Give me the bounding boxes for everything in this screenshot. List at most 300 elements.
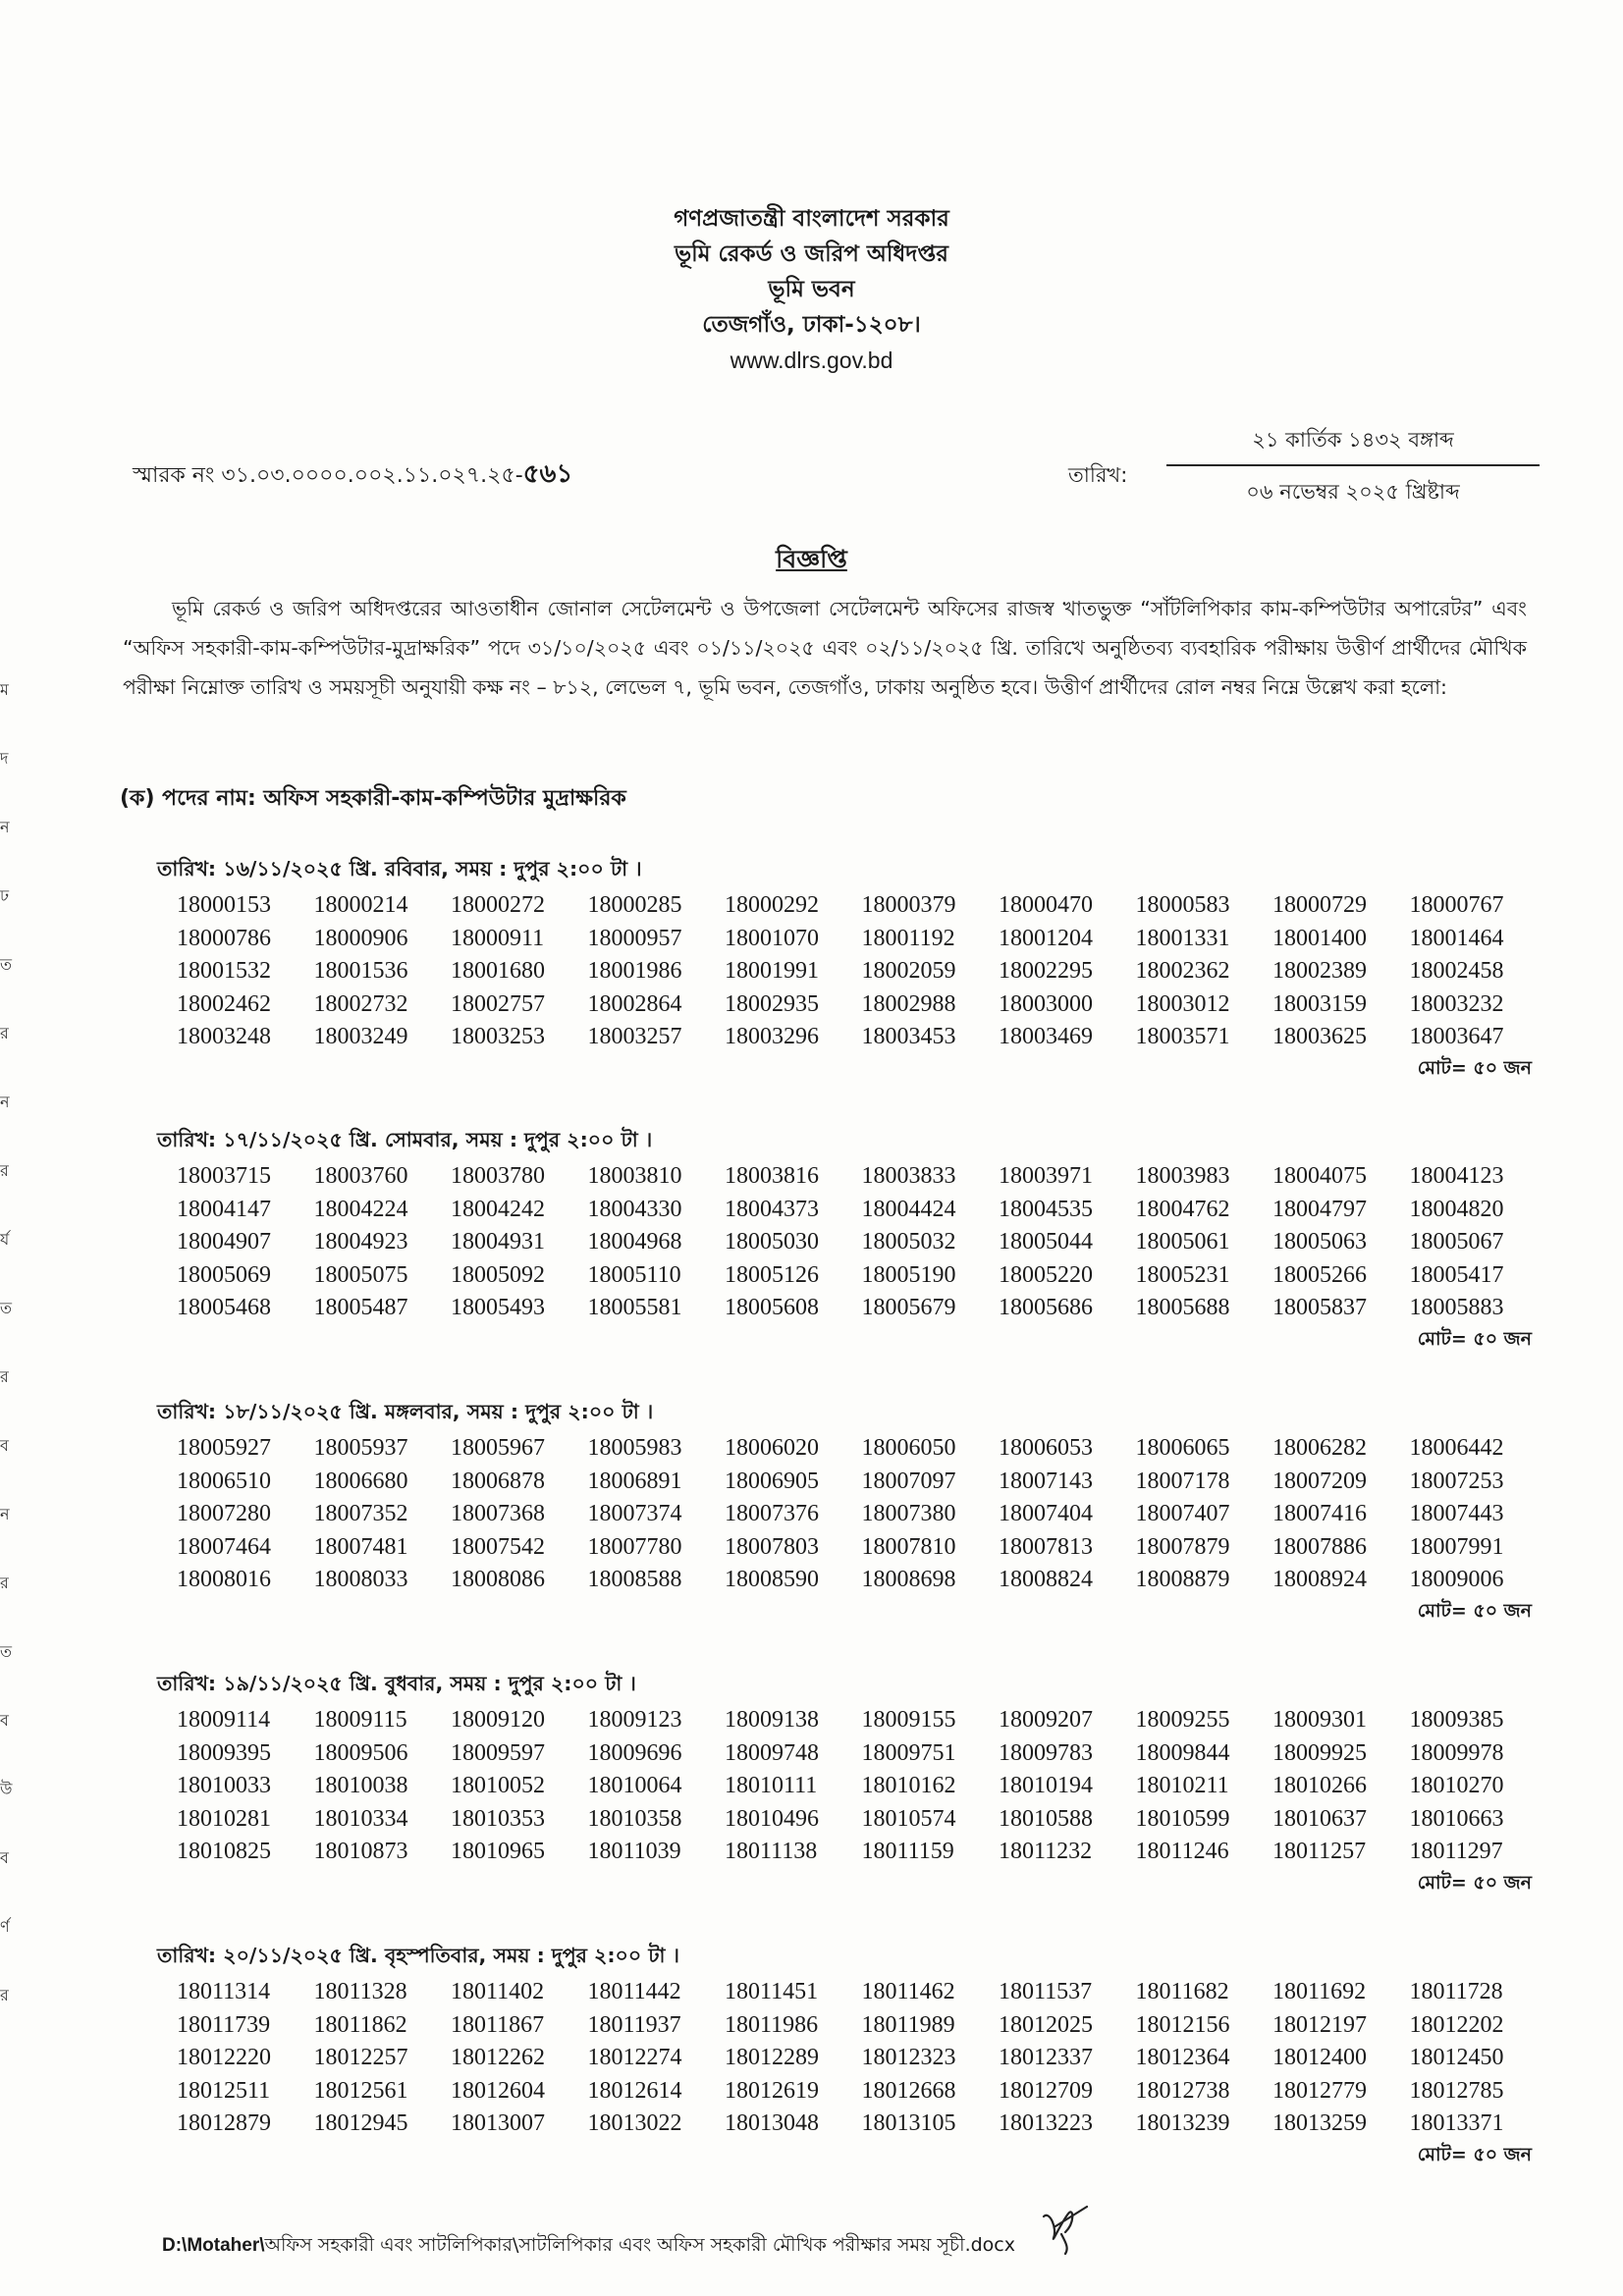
roll-number: 18011232 xyxy=(999,1839,1093,1864)
memo-number xyxy=(133,454,572,497)
roll-number: 18010637 xyxy=(1272,1805,1367,1832)
roll-number: 18010270 xyxy=(1409,1773,1504,1798)
roll-number: 18012709 xyxy=(999,2077,1093,2104)
date-bangla: ২১ কার্তিক ১৪৩২ বঙ্গাব্দ xyxy=(1166,424,1540,466)
roll-number: 18011451 xyxy=(725,1979,819,2004)
roll-number: 18004907 xyxy=(177,1229,271,1255)
schedule-section xyxy=(157,854,1532,1086)
roll-number: 18009696 xyxy=(587,1739,682,1766)
roll-number: 18005190 xyxy=(861,1261,956,1288)
roll-number: 18002462 xyxy=(177,990,271,1017)
roll-number: 18004242 xyxy=(451,1196,545,1222)
roll-number: 18010211 xyxy=(1135,1773,1229,1798)
roll-number: 18007886 xyxy=(1272,1533,1367,1560)
margin-mark: ব xyxy=(0,1436,9,1455)
roll-number: 18011159 xyxy=(861,1839,954,1864)
roll-number: 18005030 xyxy=(725,1229,819,1255)
roll-number: 18012779 xyxy=(1272,2077,1367,2104)
roll-number: 18009783 xyxy=(999,1739,1093,1766)
roll-number: 18003715 xyxy=(177,1163,271,1189)
roll-number: 18011246 xyxy=(1135,1839,1229,1864)
roll-number: 18012614 xyxy=(587,2077,682,2104)
roll-number: 18004224 xyxy=(313,1196,408,1222)
letterhead xyxy=(0,201,1623,378)
roll-number: 18007209 xyxy=(1272,1468,1367,1494)
notice-body: ভূমি রেকর্ড ও জরিপ অধিদপ্তরের আওতাধীন জোনাল সেটেলমেন্ট ও উপজেলা সেটেলমেন্ট অফিসের রাজস্ব খাতভুক্ত “সাঁটলিপিকার কাম-কম্পিউটার অপারেটর” এবং “অফিস সহকারী-কাম-কম্পিউটার-মুদ্রাক্ষরিক” পদে ৩১/১০/২০২৫ এবং ০১/১১/২০২৫ এবং ০২/১১/২০২৫ খ্রি. তারিখে অনুষ্ঠিতব্য ব্যবহারিক পরীক্ষায় উত্তীর্ণ প্রার্থীদের মৌখিক পরীক্ষা নিম্নোক্ত তারিখ ও সময়সূচী অনুযায়ী কক্ষ নং – ৮১২, লেভেল ৭, ভূমি ভবন, তেজগাঁও, ঢাকায় অনুষ্ঠিত হবে। উত্তীর্ণ প্রার্থীদের রোল নম্বর নিম্নে উল্লেখ করা হলো: xyxy=(123,597,1527,699)
roll-number: 18012785 xyxy=(1409,2077,1504,2104)
roll-number: 18011692 xyxy=(1272,1979,1367,2004)
roll-number: 18005061 xyxy=(1135,1229,1230,1255)
roll-number: 18003816 xyxy=(725,1163,819,1189)
roll-number: 18003253 xyxy=(451,1024,545,1049)
schedule-section xyxy=(157,1125,1532,1357)
roll-number: 18005487 xyxy=(313,1295,408,1320)
roll-number: 18006905 xyxy=(725,1468,819,1494)
roll-number: 18010334 xyxy=(313,1805,408,1832)
roll-number: 18011328 xyxy=(313,1979,407,2004)
roll-number: 18006282 xyxy=(1272,1435,1367,1461)
roll-number: 18009120 xyxy=(451,1707,545,1733)
roll-number: 18005063 xyxy=(1272,1229,1367,1255)
roll-number: 18011867 xyxy=(451,2011,545,2038)
roll-number: 18007097 xyxy=(861,1468,956,1494)
left-margin-bleed-text xyxy=(0,677,14,2052)
roll-number: 18007352 xyxy=(313,1501,408,1526)
roll-number: 18005937 xyxy=(313,1435,408,1461)
roll-number: 18005608 xyxy=(725,1295,819,1320)
roll-number: 18002389 xyxy=(1272,958,1367,984)
roll-number: 18002935 xyxy=(725,990,819,1017)
roll-number: 18009123 xyxy=(587,1707,682,1733)
roll-number-grid xyxy=(177,1704,1532,1869)
roll-number: 18012337 xyxy=(999,2045,1093,2070)
roll-number: 18010965 xyxy=(451,1839,545,1864)
roll-number: 18003780 xyxy=(451,1163,545,1189)
roll-number-grid xyxy=(177,1432,1532,1597)
roll-number: 18001331 xyxy=(1135,925,1230,951)
roll-number: 18003647 xyxy=(1409,1024,1504,1049)
roll-number: 18003971 xyxy=(999,1163,1093,1189)
roll-number: 18005927 xyxy=(177,1435,271,1461)
schedule-date-heading: তারিখ: ২০/১১/২০২৫ খ্রি. বৃহস্পতিবার, সময় : দুপুর ২:০০ টা । xyxy=(157,1944,679,1967)
roll-number: 18000285 xyxy=(587,892,682,918)
roll-number: 18009506 xyxy=(313,1739,408,1766)
roll-number: 18002458 xyxy=(1409,958,1504,984)
margin-mark: র xyxy=(0,1574,9,1592)
roll-number: 18012879 xyxy=(177,2110,271,2136)
roll-number: 18005075 xyxy=(313,1261,408,1288)
roll-number: 18007178 xyxy=(1135,1468,1230,1494)
roll-number: 18007991 xyxy=(1409,1533,1504,1560)
margin-mark: ন xyxy=(0,1505,10,1523)
roll-number: 18012604 xyxy=(451,2077,545,2104)
roll-number: 18013007 xyxy=(451,2110,545,2136)
roll-number: 18005688 xyxy=(1135,1295,1230,1320)
roll-number: 18006053 xyxy=(999,1435,1093,1461)
roll-number: 18012323 xyxy=(861,2045,956,2070)
schedule-date-heading: তারিখ: ১৭/১১/২০২৫ খ্রি. সোমবার, সময় : দুপুর ২:০০ টা । xyxy=(157,1128,653,1151)
roll-number: 18003248 xyxy=(177,1024,271,1049)
roll-number: 18005126 xyxy=(725,1261,819,1288)
roll-number: 18003159 xyxy=(1272,990,1367,1017)
roll-number: 18002732 xyxy=(313,990,408,1017)
roll-number: 18005110 xyxy=(587,1261,681,1288)
margin-mark: র xyxy=(0,1986,9,2004)
roll-number: 18000729 xyxy=(1272,892,1367,918)
roll-number: 18009006 xyxy=(1409,1567,1504,1592)
roll-number: 18007464 xyxy=(177,1533,271,1560)
roll-number: 18011138 xyxy=(725,1839,818,1864)
roll-number: 18010111 xyxy=(725,1773,818,1798)
roll-number: 18007879 xyxy=(1135,1533,1230,1560)
roll-number: 18012400 xyxy=(1272,2045,1367,2070)
roll-number: 18012945 xyxy=(313,2110,408,2136)
roll-number: 18010588 xyxy=(999,1805,1093,1832)
roll-number: 18004330 xyxy=(587,1196,682,1222)
roll-number: 18008590 xyxy=(725,1567,819,1592)
margin-mark: ত xyxy=(0,1642,13,1661)
roll-number: 18005266 xyxy=(1272,1261,1367,1288)
roll-number: 18004968 xyxy=(587,1229,682,1255)
address: তেজগাঁও, ঢাকা-১২০৮। xyxy=(702,312,921,338)
roll-number: 18001532 xyxy=(177,958,271,984)
roll-number: 18012197 xyxy=(1272,2011,1367,2038)
roll-number: 18003625 xyxy=(1272,1024,1367,1049)
date-english: ০৬ নভেম্বর ২০২৫ খ্রিষ্টাব্দ xyxy=(1246,480,1460,504)
roll-number: 18004797 xyxy=(1272,1196,1367,1222)
roll-number: 18007810 xyxy=(861,1533,956,1560)
roll-number: 18008086 xyxy=(451,1567,545,1592)
roll-number: 18009844 xyxy=(1135,1739,1230,1766)
roll-number: 18012738 xyxy=(1135,2077,1230,2104)
roll-number: 18011039 xyxy=(587,1839,681,1864)
roll-number: 18010281 xyxy=(177,1805,271,1832)
roll-number: 18004535 xyxy=(999,1196,1093,1222)
roll-number: 18009748 xyxy=(725,1739,819,1766)
department-name: ভূমি রেকর্ড ও জরিপ অধিদপ্তর xyxy=(675,241,948,267)
roll-number: 18004147 xyxy=(177,1196,271,1222)
roll-number: 18012156 xyxy=(1135,2011,1230,2038)
roll-number: 18012364 xyxy=(1135,2045,1230,2070)
building-name: ভূমি ভবন xyxy=(768,277,855,302)
roll-number: 18010825 xyxy=(177,1839,271,1864)
file-path-drive: D:\Motaher\ xyxy=(162,2235,265,2256)
margin-mark: র্য xyxy=(0,1230,10,1249)
roll-number: 18006065 xyxy=(1135,1435,1230,1461)
roll-number: 18001204 xyxy=(999,925,1093,951)
roll-number: 18005417 xyxy=(1409,1261,1504,1288)
roll-number: 18013223 xyxy=(999,2110,1093,2136)
roll-number: 18006680 xyxy=(313,1468,408,1494)
roll-number: 18009138 xyxy=(725,1707,819,1733)
roll-number: 18011986 xyxy=(725,2011,819,2038)
roll-number: 18008588 xyxy=(587,1567,682,1592)
margin-mark: দ xyxy=(0,749,9,768)
roll-number: 18003249 xyxy=(313,1024,408,1049)
roll-number: 18010353 xyxy=(451,1805,545,1832)
roll-number: 18000906 xyxy=(313,925,408,951)
schedule-date-heading: তারিখ: ১৬/১১/২০২৫ খ্রি. রবিবার, সময় : দুপুর ২:০০ টা । xyxy=(157,857,642,881)
roll-number: 18004373 xyxy=(725,1196,819,1222)
roll-number: 18013371 xyxy=(1409,2110,1504,2136)
margin-mark: ব xyxy=(0,1848,9,1867)
roll-number-grid xyxy=(177,1976,1532,2141)
website: www.dlrs.gov.bd xyxy=(730,347,893,373)
roll-number: 18000379 xyxy=(861,892,956,918)
roll-number: 18004424 xyxy=(861,1196,956,1222)
roll-number: 18013022 xyxy=(587,2110,682,2136)
roll-number: 18007416 xyxy=(1272,1501,1367,1526)
roll-number: 18006050 xyxy=(861,1435,956,1461)
roll-number: 18005069 xyxy=(177,1261,271,1288)
roll-number: 18005837 xyxy=(1272,1295,1367,1320)
roll-number: 18000214 xyxy=(313,892,408,918)
roll-number: 18012202 xyxy=(1409,2011,1504,2038)
roll-number: 18011989 xyxy=(861,2011,955,2038)
post-title: (ক) পদের নাম: অফিস সহকারী-কাম-কম্পিউটার মুদ্রাক্ষরিক xyxy=(120,786,626,811)
schedule-section xyxy=(157,1669,1532,1900)
roll-number: 18011937 xyxy=(587,2011,681,2038)
roll-number: 18009751 xyxy=(861,1739,956,1766)
roll-number: 18003012 xyxy=(1135,990,1230,1017)
roll-number: 18003469 xyxy=(999,1024,1093,1049)
roll-number: 18011297 xyxy=(1409,1839,1503,1864)
roll-number: 18006891 xyxy=(587,1468,682,1494)
roll-number: 18012511 xyxy=(177,2077,271,2104)
roll-number: 18010358 xyxy=(587,1805,682,1832)
roll-number: 18000911 xyxy=(451,925,545,951)
roll-number: 18012450 xyxy=(1409,2045,1504,2070)
roll-number: 18007780 xyxy=(587,1533,682,1560)
roll-number: 18006878 xyxy=(451,1468,545,1494)
margin-mark: র্ণ xyxy=(0,1917,10,1936)
roll-number: 18010052 xyxy=(451,1773,545,1798)
schedule-date-heading: তারিখ: ১৯/১১/২০২৫ খ্রি. বুধবার, সময় : দুপুর ২:০০ টা । xyxy=(157,1672,636,1695)
section-total: মোট= ৫০ জন xyxy=(1417,1327,1532,1350)
roll-number: 18011314 xyxy=(177,1979,271,2004)
roll-number: 18007813 xyxy=(999,1533,1093,1560)
roll-number: 18007407 xyxy=(1135,1501,1230,1526)
schedule-section xyxy=(157,1397,1532,1629)
roll-number: 18008924 xyxy=(1272,1567,1367,1592)
roll-number: 18001680 xyxy=(451,958,545,984)
section-total: মোট= ৫০ জন xyxy=(1417,2143,1532,2165)
roll-number: 18001991 xyxy=(725,958,819,984)
roll-number: 18009385 xyxy=(1409,1707,1504,1733)
roll-number: 18007404 xyxy=(999,1501,1093,1526)
roll-number: 18005679 xyxy=(861,1295,956,1320)
roll-number-grid xyxy=(177,1160,1532,1325)
roll-number: 18004123 xyxy=(1409,1163,1504,1189)
roll-number: 18009925 xyxy=(1272,1739,1367,1766)
roll-number: 18009301 xyxy=(1272,1707,1367,1733)
margin-mark: ব xyxy=(0,1711,9,1730)
roll-number: 18002295 xyxy=(999,958,1093,984)
roll-number: 18005967 xyxy=(451,1435,545,1461)
margin-mark: উ xyxy=(0,1780,13,1798)
roll-number: 18005220 xyxy=(999,1261,1093,1288)
roll-number: 18010496 xyxy=(725,1805,819,1832)
roll-number: 18000153 xyxy=(177,892,271,918)
roll-number: 18003810 xyxy=(587,1163,682,1189)
roll-number: 18001464 xyxy=(1409,925,1504,951)
roll-number: 18000786 xyxy=(177,925,271,951)
roll-number: 18008824 xyxy=(999,1567,1093,1592)
government-name: গণপ্রজাতন্ত্রী বাংলাদেশ সরকার xyxy=(674,206,949,232)
roll-number: 18010574 xyxy=(861,1805,956,1832)
roll-number: 18007481 xyxy=(313,1533,408,1560)
roll-number: 18001986 xyxy=(587,958,682,984)
roll-number: 18011442 xyxy=(587,1979,681,2004)
roll-number: 18005686 xyxy=(999,1295,1093,1320)
margin-mark: র xyxy=(0,1024,9,1042)
roll-number: 18009978 xyxy=(1409,1739,1504,1766)
signature-mark xyxy=(1036,2199,1095,2258)
roll-number: 18002864 xyxy=(587,990,682,1017)
roll-number: 18011682 xyxy=(1135,1979,1229,2004)
roll-number: 18011462 xyxy=(861,1979,955,2004)
roll-number: 18003232 xyxy=(1409,990,1504,1017)
roll-number: 18011728 xyxy=(1409,1979,1503,2004)
roll-number: 18010038 xyxy=(313,1773,408,1798)
roll-number: 18012274 xyxy=(587,2045,682,2070)
roll-number: 18001400 xyxy=(1272,925,1367,951)
roll-number: 18003000 xyxy=(999,990,1093,1017)
roll-number: 18005032 xyxy=(861,1229,956,1255)
roll-number: 18000470 xyxy=(999,892,1093,918)
roll-number: 18007376 xyxy=(725,1501,819,1526)
roll-number: 18010033 xyxy=(177,1773,271,1798)
roll-number: 18010663 xyxy=(1409,1805,1504,1832)
roll-number: 18005067 xyxy=(1409,1229,1504,1255)
roll-number: 18010064 xyxy=(587,1773,682,1798)
roll-number: 18012025 xyxy=(999,2011,1093,2038)
roll-number: 18000292 xyxy=(725,892,819,918)
roll-number: 18011537 xyxy=(999,1979,1093,2004)
margin-mark: ত xyxy=(0,1299,13,1317)
roll-number: 18008033 xyxy=(313,1567,408,1592)
roll-number: 18012668 xyxy=(861,2077,956,2104)
roll-number: 18006442 xyxy=(1409,1435,1504,1461)
roll-number: 18012262 xyxy=(451,2045,545,2070)
roll-number: 18009155 xyxy=(861,1707,956,1733)
date-label: তারিখ: xyxy=(1068,463,1128,487)
roll-number: 18003453 xyxy=(861,1024,956,1049)
schedule-section xyxy=(157,1941,1532,2172)
margin-mark: ম xyxy=(0,680,9,699)
roll-number: 18011739 xyxy=(177,2011,271,2038)
roll-number: 18000272 xyxy=(451,892,545,918)
memo-label: স্মারক নং ৩১.০৩.০০০০.০০২.১১.০২৭.২৫- xyxy=(133,463,523,488)
roll-number: 18002059 xyxy=(861,958,956,984)
roll-number: 18004820 xyxy=(1409,1196,1504,1222)
roll-number: 18008016 xyxy=(177,1567,271,1592)
roll-number: 18008698 xyxy=(861,1567,956,1592)
roll-number: 18002988 xyxy=(861,990,956,1017)
file-path-footer xyxy=(162,2231,1015,2263)
section-total: মোট= ৫০ জন xyxy=(1417,1056,1532,1079)
roll-number: 18009114 xyxy=(177,1707,271,1733)
roll-number: 18007143 xyxy=(999,1468,1093,1494)
roll-number: 18006510 xyxy=(177,1468,271,1494)
roll-number: 18009597 xyxy=(451,1739,545,1766)
roll-number: 18004762 xyxy=(1135,1196,1230,1222)
roll-number: 18007253 xyxy=(1409,1468,1504,1494)
roll-number: 18005092 xyxy=(451,1261,545,1288)
roll-number: 18009207 xyxy=(999,1707,1093,1733)
roll-number: 18005493 xyxy=(451,1295,545,1320)
roll-number: 18005468 xyxy=(177,1295,271,1320)
roll-number: 18007542 xyxy=(451,1533,545,1560)
roll-number: 18009395 xyxy=(177,1739,271,1766)
roll-number: 18010873 xyxy=(313,1839,408,1864)
section-total: মোট= ৫০ জন xyxy=(1417,1871,1532,1894)
roll-number: 18001192 xyxy=(861,925,955,951)
roll-number: 18005883 xyxy=(1409,1295,1504,1320)
roll-number: 18000767 xyxy=(1409,892,1504,918)
margin-mark: ঢ xyxy=(0,886,10,905)
margin-mark: র xyxy=(0,1367,9,1386)
roll-number: 18009255 xyxy=(1135,1707,1230,1733)
roll-number: 18004923 xyxy=(313,1229,408,1255)
roll-number: 18005581 xyxy=(587,1295,682,1320)
margin-mark: র xyxy=(0,1161,9,1180)
roll-number: 18003296 xyxy=(725,1024,819,1049)
roll-number: 18007280 xyxy=(177,1501,271,1526)
roll-number: 18009115 xyxy=(313,1707,407,1733)
roll-number: 18012619 xyxy=(725,2077,819,2104)
roll-number: 18013048 xyxy=(725,2110,819,2136)
roll-number: 18007368 xyxy=(451,1501,545,1526)
schedule-date-heading: তারিখ: ১৮/১১/২০২৫ খ্রি. মঙ্গলবার, সময় : দুপুর ২:০০ টা । xyxy=(157,1400,654,1423)
roll-number: 18013105 xyxy=(861,2110,956,2136)
roll-number: 18012220 xyxy=(177,2045,271,2070)
roll-number: 18010194 xyxy=(999,1773,1093,1798)
roll-number: 18012257 xyxy=(313,2045,408,2070)
roll-number: 18002757 xyxy=(451,990,545,1017)
roll-number: 18010266 xyxy=(1272,1773,1367,1798)
roll-number: 18003760 xyxy=(313,1163,408,1189)
roll-number: 18006020 xyxy=(725,1435,819,1461)
margin-mark: ত xyxy=(0,955,13,974)
roll-number: 18004931 xyxy=(451,1229,545,1255)
notice-title: বিজ্ঞপ্তি xyxy=(776,545,847,573)
margin-mark: ন xyxy=(0,1093,10,1111)
roll-number-grid xyxy=(177,889,1532,1054)
margin-mark: ন xyxy=(0,818,10,836)
roll-number: 18004075 xyxy=(1272,1163,1367,1189)
roll-number: 18000583 xyxy=(1135,892,1230,918)
memo-serial: ৫৬১ xyxy=(522,459,573,489)
roll-number: 18012561 xyxy=(313,2077,408,2104)
roll-number: 18007803 xyxy=(725,1533,819,1560)
section-total: মোট= ৫০ জন xyxy=(1417,1599,1532,1622)
roll-number: 18007443 xyxy=(1409,1501,1504,1526)
roll-number: 18005044 xyxy=(999,1229,1093,1255)
roll-number: 18003833 xyxy=(861,1163,956,1189)
roll-number: 18005231 xyxy=(1135,1261,1230,1288)
roll-number: 18013259 xyxy=(1272,2110,1367,2136)
roll-number: 18012289 xyxy=(725,2045,819,2070)
roll-number: 18005983 xyxy=(587,1435,682,1461)
roll-number: 18001070 xyxy=(725,925,819,951)
roll-number: 18011402 xyxy=(451,1979,545,2004)
roll-number: 18008879 xyxy=(1135,1567,1230,1592)
roll-number: 18007380 xyxy=(861,1501,956,1526)
roll-number: 18003571 xyxy=(1135,1024,1230,1049)
roll-number: 18002362 xyxy=(1135,958,1230,984)
roll-number: 18010599 xyxy=(1135,1805,1230,1832)
